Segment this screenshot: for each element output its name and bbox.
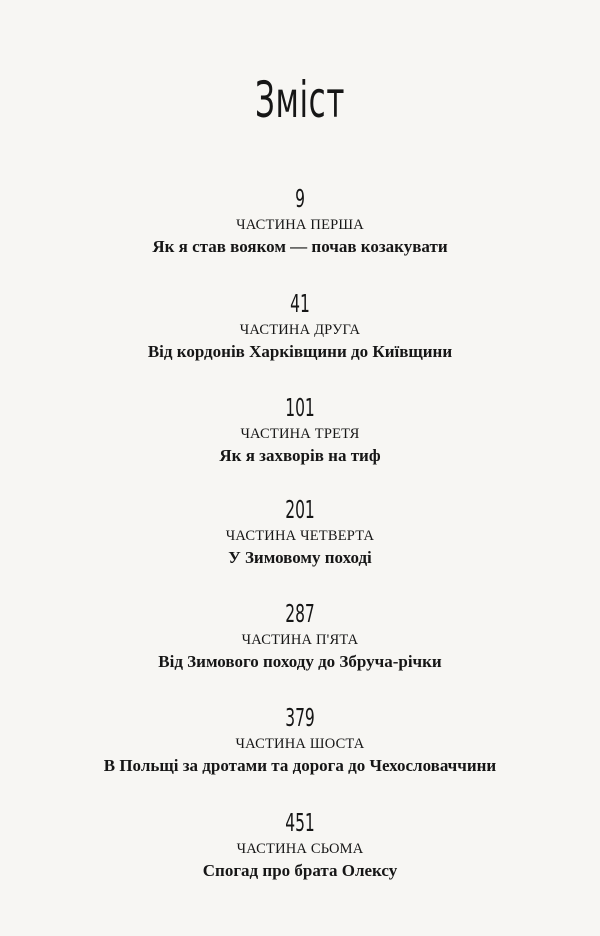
toc-page-number: 287 [285, 599, 315, 628]
toc-entry-2[interactable] [0, 290, 600, 364]
toc-entry-3[interactable] [0, 394, 600, 468]
toc-page-number: 41 [290, 289, 310, 318]
toc-part-title: Від кордонів Харківщини до Київщини [147, 342, 453, 361]
toc-part-label: ЧАСТИНА ТРЕТЯ [240, 426, 360, 442]
toc-page-number: 379 [285, 703, 315, 732]
toc-part-title: Спогад про брата Олексу [202, 861, 398, 880]
toc-part-title: У Зимовому поході [228, 548, 372, 567]
page-title: Зміст [254, 71, 346, 129]
toc-page-number: 201 [285, 495, 315, 524]
toc-part-title: В Польщі за дротами та дорога до Чехословаччини [103, 756, 497, 775]
toc-part-label: ЧАСТИНА ПЕРША [236, 217, 364, 233]
toc-entry-7[interactable] [0, 809, 600, 883]
toc-page-number: 101 [285, 393, 315, 422]
toc-part-label: ЧАСТИНА ЧЕТВЕРТА [225, 528, 375, 544]
toc-part-title: Від Зимового походу до Збруча-річки [158, 652, 442, 671]
toc-entry-4[interactable] [0, 496, 600, 570]
toc-part-label: ЧАСТИНА ШОСТА [235, 736, 365, 752]
toc-page-number: 451 [285, 808, 315, 837]
toc-part-title: Як я захворів на тиф [219, 446, 381, 465]
toc-part-title: Як я став вояком — почав козакувати [152, 237, 448, 256]
toc-page-number: 9 [295, 184, 305, 213]
toc-entry-1[interactable] [0, 185, 600, 259]
toc-entry-6[interactable] [0, 704, 600, 778]
toc-part-label: ЧАСТИНА ДРУГА [239, 322, 361, 338]
toc-entry-5[interactable] [0, 600, 600, 674]
toc-part-label: ЧАСТИНА П'ЯТА [241, 632, 359, 648]
toc-part-label: ЧАСТИНА СЬОМА [236, 841, 364, 857]
